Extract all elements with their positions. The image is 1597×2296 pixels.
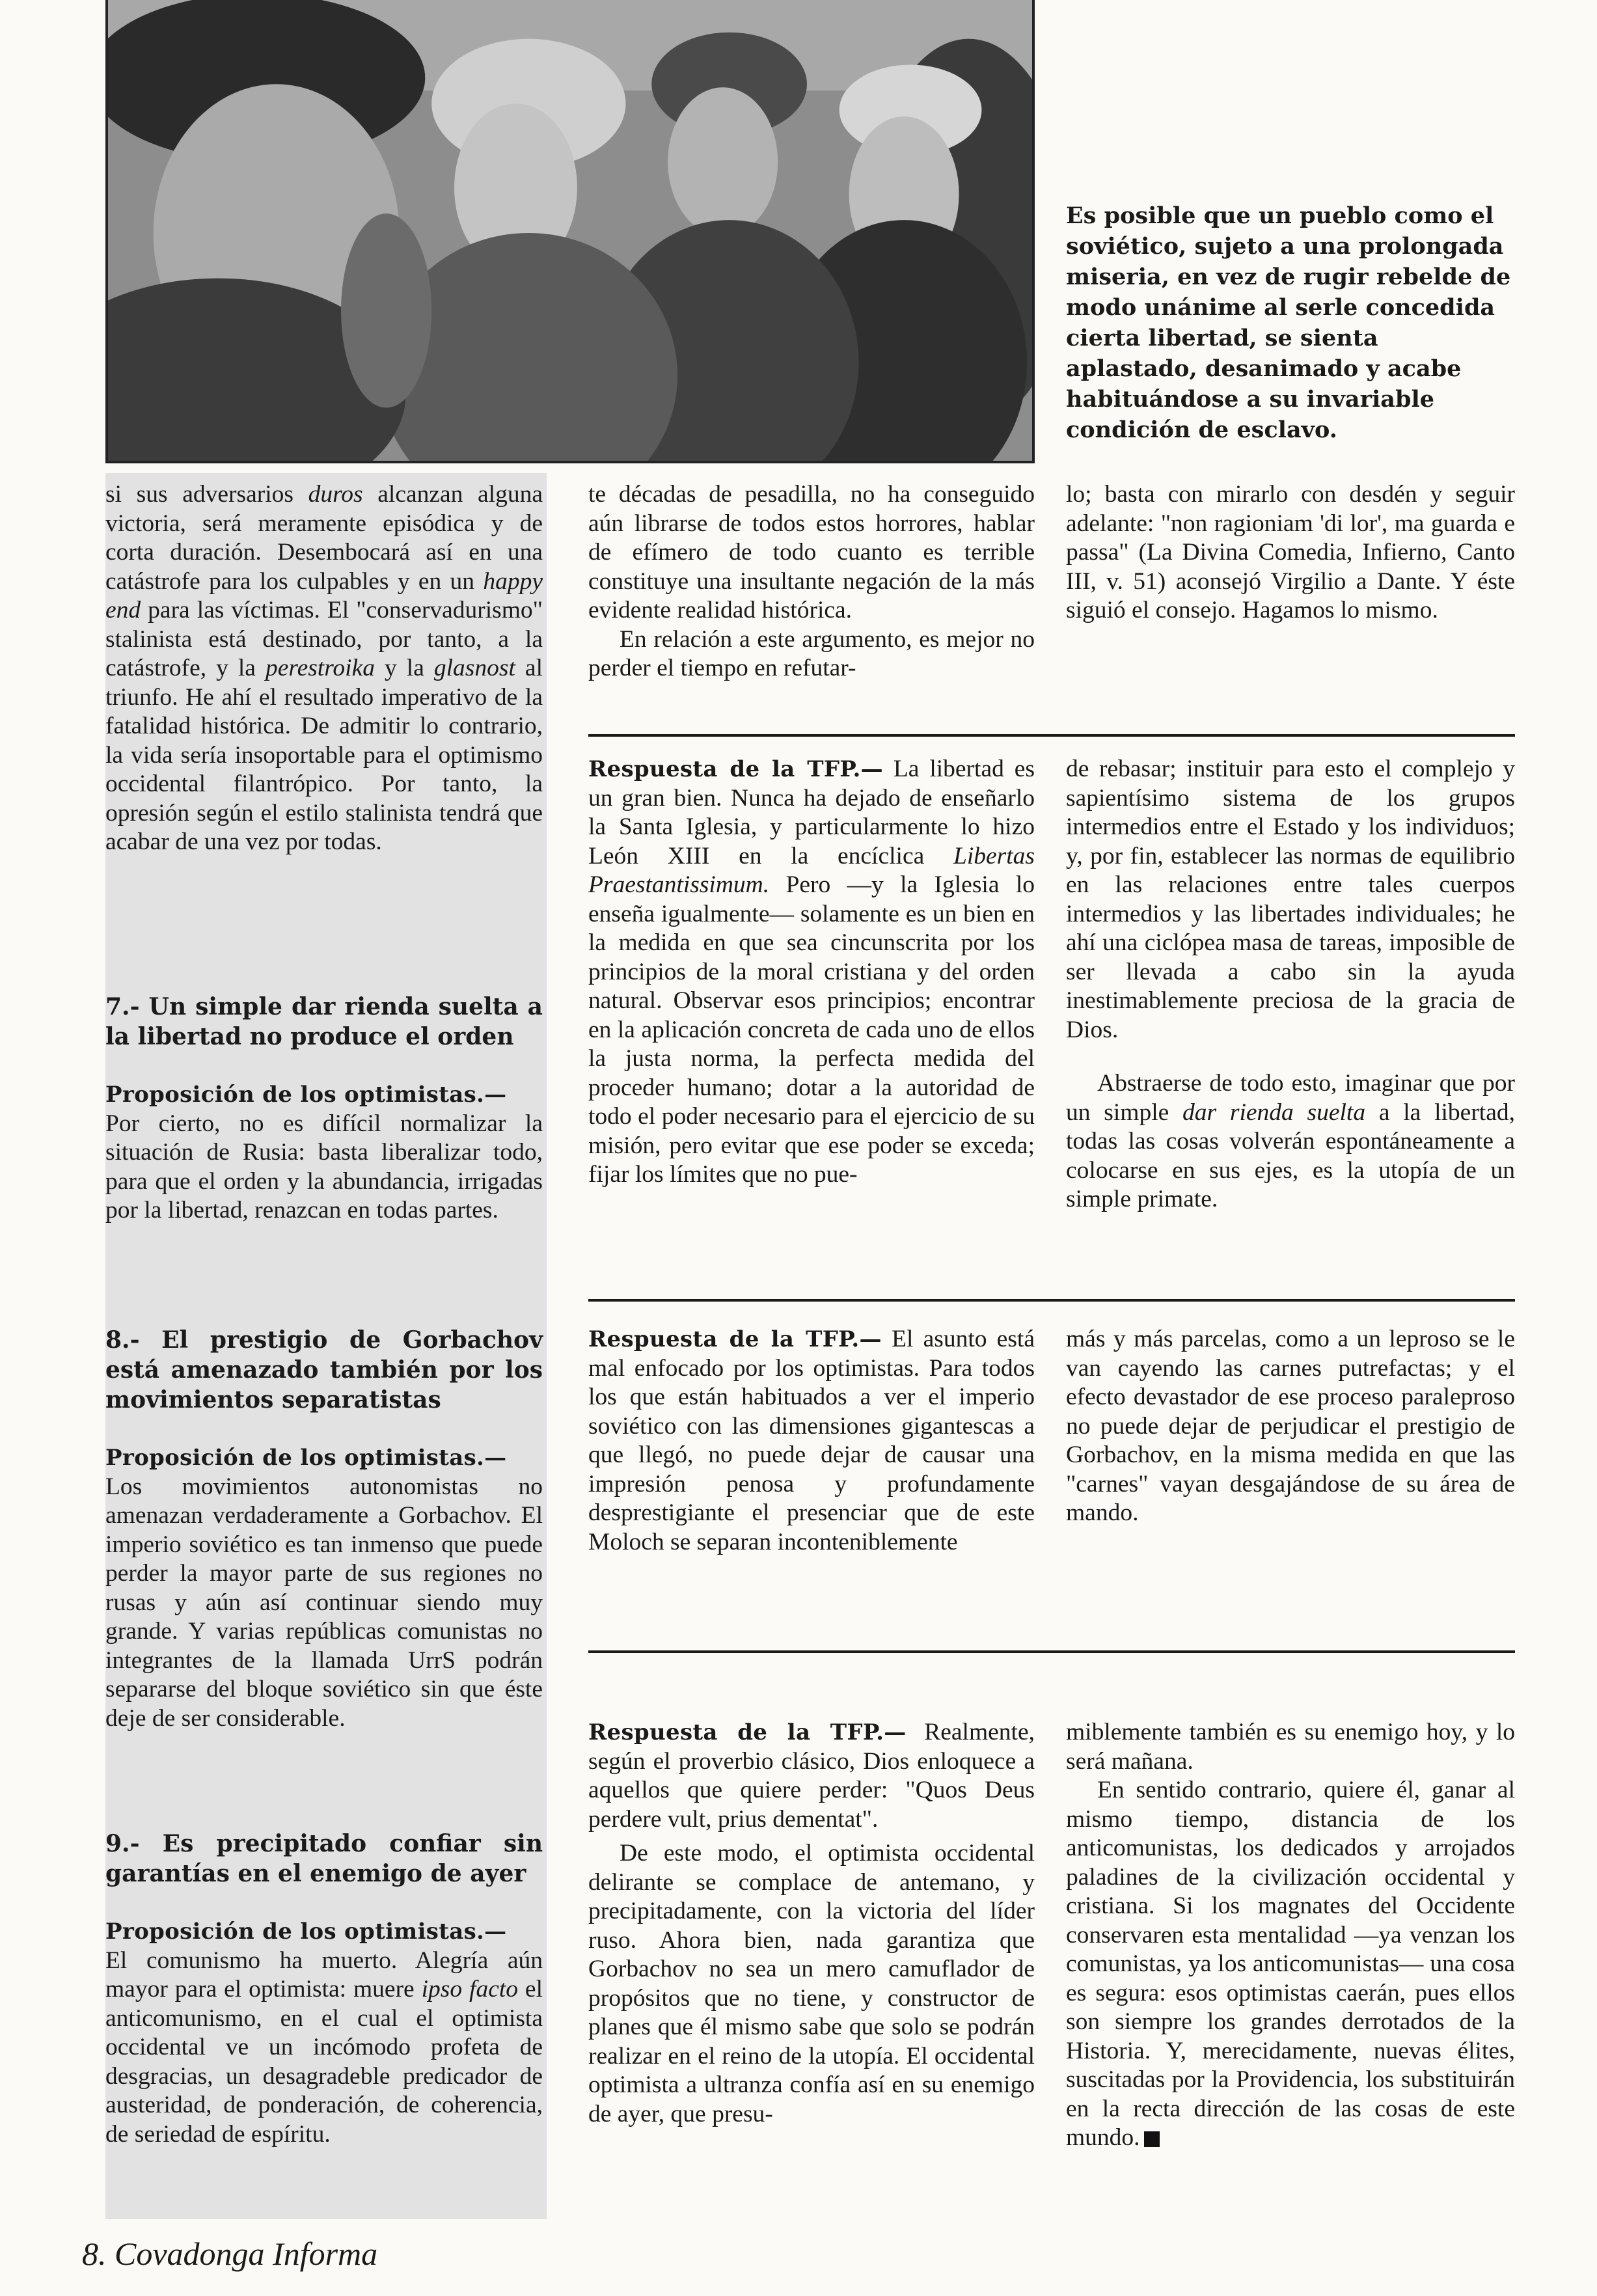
response-9-para-1: Respuesta de la TFP.— Realmente, según el proverbio clásico, Dios enloquece a aquellos que quiere perder: "Quos Deus perdere vult, prius dementat". <box>588 1719 1035 1833</box>
pull-quote <box>1066 200 1515 445</box>
section-7-proposition: Proposición de los optimistas.— Por cierto, no es difícil normalizar la situación de Rusia: basta liberalizar todo, para que el orden y la abundancia, irrigadas por la libertad, renazcan en todas partes. <box>105 1082 543 1223</box>
response-9-right <box>1066 1718 1515 2153</box>
response-9-middle <box>588 1718 1035 2129</box>
response-7-right <box>1066 755 1515 1214</box>
section-9-proposition: Proposición de los optimistas.— El comunismo ha muerto. Alegría aún mayor para el optimista: muere ipso facto el anticomunismo, en el cual el optimista occidental ve un incómodo profeta de desgracias, un desagradeble predicador de austeridad, de ponderación, de coherencia, de seriedad de espíritu. <box>105 1919 543 2148</box>
pull-quote-text: Es posible que un pueblo como el soviético, sujeto a una prolongada miseria, en vez de rugir rebelde de modo unánime al serle concedida cierta libertad, se sienta aplastado, desanimado y acabe habituándose a su invariable condición de esclavo. <box>1066 202 1511 443</box>
response-7-middle <box>588 755 1035 1190</box>
section-8-left <box>105 1325 543 1733</box>
response-9-para-2: De este modo, el optimista occidental delirante se complace de antemano, y precipitadamente, con la victoria del líder ruso. Ahora bien, nada garantiza que Gorbachov no sea un mero camuflador de propósitos que no tiene, y constructor de planes que él mismo sabe que solo se podrán realizar en el reino de la utopía. El occidental optimista a ultranza confía así en su enemigo de ayer, que presu- <box>588 1840 1035 2127</box>
response-7-para-2: de rebasar; instituir para esto el complejo y sapientísimo sistema de los grupos intermedios entre el Estado y los individuos; y, por fin, establecer las normas de equilibrio en las relaciones entre tales cuerpos intermedios y las libertades individuales; he ahí una ciclópea masa de tareas, imposible de ser llevada a cabo sin la ayuda inestimablemente preciosa de la gracia de Dios. <box>1066 756 1515 1043</box>
response-8-para-1: Respuesta de la TFP.— El asunto está mal enfocado por los optimistas. Para todos los que están habituados a ver el imperio soviético con las dimensiones gigantescas a que llegó, no puede dejar de causar una impresión penosa y profundamente desprestigiante el presenciar que de este Moloch se separan inconteniblemente <box>588 1326 1035 1555</box>
intro-paragraph: si sus adversarios duros alcanzan alguna victoria, será meramente episódica y de corta duración. Desembocará así en una catástrofe para los culpables y en un happy end para las víctimas. El "conservadurismo" stalinista está destinado, por tanto, a la catástrofe, y la perestroika y la glasnost al triunfo. He ahí el resultado imperativo de la fatalidad histórica. De admitir lo contrario, la vida sería insoportable para el optimismo occidental filantrópico. Por tanto, la opresión según el estilo stalinista tendrá que acabar de una vez por todas. <box>105 481 543 855</box>
response-9-para-4: En sentido contrario, quiere él, ganar al mismo tiempo, distancia de los anticomunistas, los dedicados y arrojados paladines de la civilización occidental y cristiana. Si los magnates del Occidente conservaren esta mentalidad —ya venzan los comunistas, ya los anticomunistas— una cosa es segura: esos optimistas caerán, pues ellos son siempre los grandes derrotados de la Historia. Y, merecidamente, nuevas élites, suscitadas por la Providencia, los substituirán en la recta dirección de las cosas de este mundo. <box>1066 1777 1515 2151</box>
response-6-para-1: te décadas de pesadilla, no ha conseguido aún librarse de todos estos horrores, hablar de efímero de todo cuanto es terrible constituye una insultante negación de la más evidente realidad histórica. <box>588 481 1035 623</box>
page-number: 8. <box>82 2235 107 2272</box>
divider-rule-2 <box>588 1299 1515 1302</box>
response-7-para-1: Respuesta de la TFP.— La libertad es un gran bien. Nunca ha dejado de enseñarlo la Santa Iglesia, y particularmente lo hizo León XIII en la encíclica Libertas Praestantissimum. Pero —y la Iglesia lo enseña igualmente— solamente es un bien en la medida en que sea cincunscrita por los principios de la moral cristiana y del orden natural. Observar esos principios; encontrar en la aplicación concreta de cada uno de ellos la justa norma, la perfecta medida del proceder humano; dotar a la autoridad de todo el poder necesario para el ejercicio de su misión, pero evitar que ese poder se exceda; fijar los límites que no pue- <box>588 756 1035 1188</box>
response-8-para-2: más y más parcelas, como a un leproso se le van cayendo las carnes putrefactas; y el efecto devastador de ese proceso paraleproso no puede dejar de perjudicar el prestigio de Gorbachov, en la misma medida en que las "carnes" vayan desgajándose de su área de mando. <box>1066 1326 1515 1526</box>
section-7-heading: 7.- Un simple dar rienda suelta a la libertad no produce el orden <box>105 993 543 1050</box>
section-7-left <box>105 992 543 1225</box>
response-6-right <box>1066 480 1515 625</box>
section-9-left <box>105 1829 543 2149</box>
section-9-heading: 9.- Es precipitado confiar sin garantías en el enemigo de ayer <box>105 1830 543 1887</box>
response-6-para-2: En relación a este argumento, es mejor no perder el tiempo en refutar- <box>588 625 1035 681</box>
response-8-right <box>1066 1325 1515 1528</box>
section-8-heading: 8.- El prestigio de Gorbachov está amenazado también por los movimientos separatistas <box>105 1326 543 1414</box>
left-intro-text <box>105 480 543 857</box>
divider-rule-3 <box>588 1650 1515 1653</box>
response-9-para-3: miblemente también es su enemigo hoy, y lo será mañana. <box>1066 1719 1515 1775</box>
page-footer <box>82 2235 377 2273</box>
magazine-name: Covadonga Informa <box>115 2235 378 2272</box>
response-6-middle <box>588 480 1035 683</box>
header-photo <box>105 0 1035 463</box>
response-8-middle <box>588 1325 1035 1557</box>
section-8-proposition: Proposición de los optimistas.— Los movimientos autonomistas no amenazan verdaderamente a Gorbachov. El imperio soviético es tan inmenso que puede perder la mayor parte de sus regiones no rusas y aún así continuar siendo muy grande. Y varias repúblicas comunistas no integrantes de la llamada UrrS podrán separarse del bloque soviético sin que éste deje de ser considerable. <box>105 1445 543 1732</box>
response-7-para-3: Abstraerse de todo esto, imaginar que por un simple dar rienda suelta a la libertad, todas las cosas volverán espontáneamente a colocarse en sus ejes, es la utopía de un simple primate. <box>1066 1070 1515 1212</box>
response-6-para-3: lo; basta con mirarlo con desdén y seguir adelante: "non ragioniam 'di lor', ma guarda e passa" (La Divina Comedia, Infierno, Canto III, v. 51) aconsejó Virgilio a Dante. Y éste siguió el consejo. Hagamos lo mismo. <box>1066 481 1515 623</box>
end-of-article-icon <box>1144 2131 1160 2147</box>
divider-rule-1 <box>588 734 1515 737</box>
crowd-illustration <box>108 0 1032 461</box>
